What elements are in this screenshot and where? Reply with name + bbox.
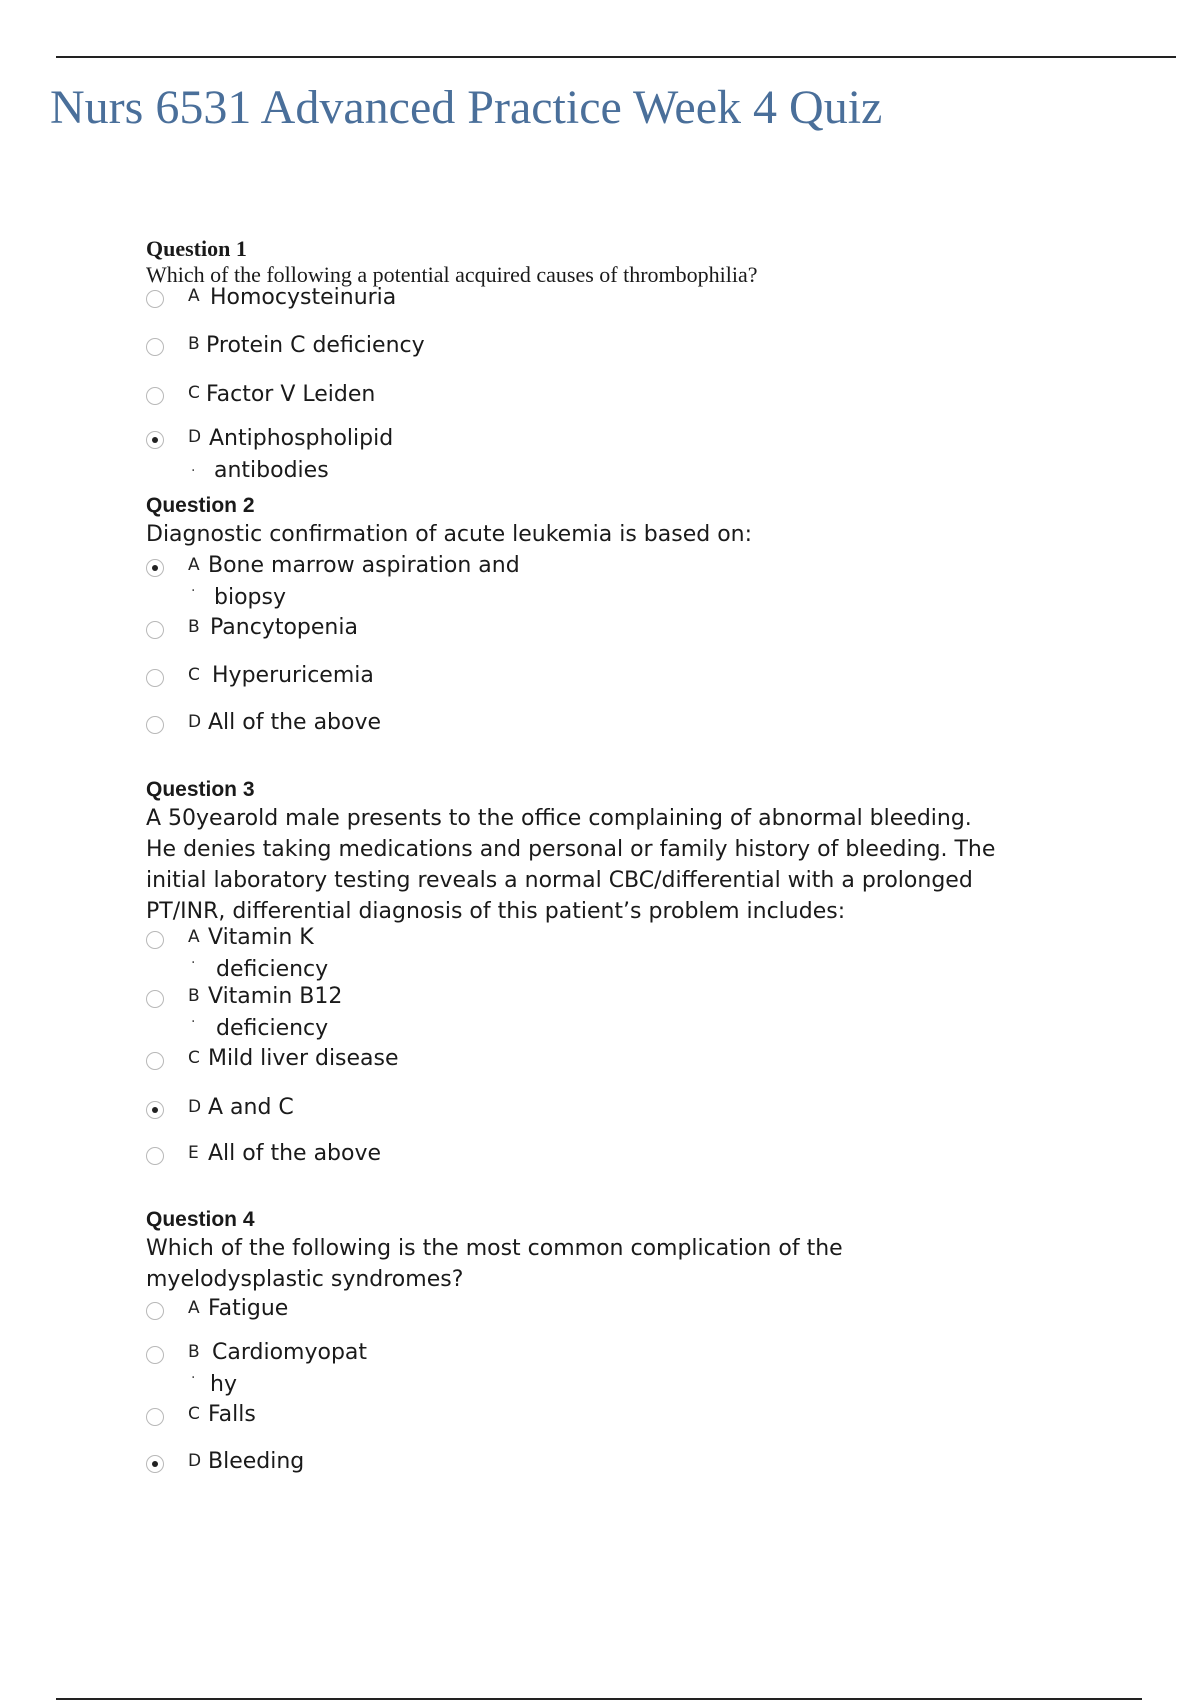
- question-text-line: PT/INR, differential diagnosis of this patient’s problem includes:: [146, 899, 846, 924]
- option-label: Vitamin B12: [208, 984, 343, 1009]
- radio-button[interactable]: [146, 621, 164, 639]
- question-number: Question 4: [146, 1208, 255, 1231]
- radio-button[interactable]: [146, 931, 164, 949]
- question-text-line: Which of the following is the most common complication of the: [146, 1236, 843, 1261]
- radio-button-selected[interactable]: [146, 1101, 164, 1119]
- option-label: Antiphospholipid: [209, 426, 394, 451]
- option-letter: C: [188, 1048, 200, 1068]
- option-letter: B: [188, 617, 200, 637]
- option-letter: A: [188, 555, 200, 575]
- option-label: Bone marrow aspiration and: [208, 553, 520, 578]
- option-label-continued: biopsy: [214, 585, 286, 610]
- option-label-continued: deficiency: [216, 1016, 329, 1041]
- option-label: Homocysteinuria: [210, 285, 397, 310]
- option-letter: A: [188, 1298, 200, 1318]
- radio-button[interactable]: [146, 387, 164, 405]
- option-letter: B: [188, 986, 200, 1006]
- question-text-line: He denies taking medications and personal or family history of bleeding. The: [146, 837, 996, 862]
- radio-button[interactable]: [146, 1302, 164, 1320]
- option-label: A and C: [208, 1095, 294, 1120]
- option-label-continued: antibodies: [214, 458, 329, 483]
- bullet-dot: ·: [191, 463, 196, 479]
- question-text: [146, 1233, 1086, 1295]
- bullet-dot: ·: [191, 1014, 196, 1030]
- option-label-continued: deficiency: [216, 957, 329, 982]
- top-rule: [56, 56, 1176, 58]
- question-number: Question 2: [146, 494, 255, 517]
- question-2: [146, 493, 1086, 550]
- option-label: Fatigue: [208, 1296, 289, 1321]
- option-label: Factor V Leiden: [206, 382, 376, 407]
- question-3: [146, 777, 1086, 927]
- option-letter: D: [188, 712, 202, 732]
- option-label: Mild liver disease: [208, 1046, 399, 1071]
- question-text: Which of the following a potential acquired causes of thrombophilia?: [146, 262, 758, 287]
- option-letter: D: [188, 427, 202, 447]
- radio-button[interactable]: [146, 1052, 164, 1070]
- option-letter: D: [188, 1451, 202, 1471]
- radio-button[interactable]: [146, 1346, 164, 1364]
- option-letter: B: [188, 1342, 200, 1362]
- question-text-line: initial laboratory testing reveals a normal CBC/differential with a prolonged: [146, 868, 973, 893]
- radio-button-selected[interactable]: [146, 431, 164, 449]
- radio-button[interactable]: [146, 1408, 164, 1426]
- question-text-line: A 50yearold male presents to the office complaining of abnormal bleeding.: [146, 806, 972, 831]
- option-label: All of the above: [208, 1141, 382, 1166]
- option-label-continued: hy: [210, 1372, 237, 1397]
- option-letter: C: [188, 1404, 200, 1424]
- radio-button[interactable]: [146, 290, 164, 308]
- question-number: Question 1: [146, 236, 247, 261]
- page-title: Nurs 6531 Advanced Practice Week 4 Quiz: [50, 81, 883, 134]
- option-label: Hyperuricemia: [212, 663, 374, 688]
- bullet-dot: ·: [191, 1370, 196, 1386]
- option-letter: C: [188, 665, 200, 685]
- option-label: Cardiomyopat: [212, 1340, 368, 1365]
- option-letter: C: [188, 383, 200, 403]
- question-4: [146, 1207, 1086, 1295]
- bullet-dot: ·: [191, 955, 196, 971]
- option-label: Pancytopenia: [210, 615, 358, 640]
- radio-button[interactable]: [146, 716, 164, 734]
- option-label: Vitamin K: [208, 925, 314, 950]
- option-letter: E: [188, 1143, 199, 1163]
- radio-button[interactable]: [146, 1147, 164, 1165]
- radio-button[interactable]: [146, 669, 164, 687]
- question-text-line: myelodysplastic syndromes?: [146, 1267, 464, 1292]
- option-label: Falls: [208, 1402, 256, 1427]
- option-letter: B: [188, 334, 200, 354]
- radio-button[interactable]: [146, 990, 164, 1008]
- bullet-dot: ·: [191, 583, 196, 599]
- option-letter: A: [188, 927, 200, 947]
- question-1: [146, 236, 1086, 288]
- question-text: Diagnostic confirmation of acute leukemia is based on:: [146, 522, 753, 547]
- question-number: Question 3: [146, 778, 255, 801]
- question-text: [146, 803, 1086, 927]
- option-label: Protein C deficiency: [206, 333, 425, 358]
- radio-button[interactable]: [146, 338, 164, 356]
- option-letter: D: [188, 1097, 202, 1117]
- option-label: All of the above: [208, 710, 382, 735]
- option-label: Bleeding: [208, 1449, 305, 1474]
- radio-button-selected[interactable]: [146, 1455, 164, 1473]
- radio-button-selected[interactable]: [146, 559, 164, 577]
- option-letter: A: [188, 286, 200, 306]
